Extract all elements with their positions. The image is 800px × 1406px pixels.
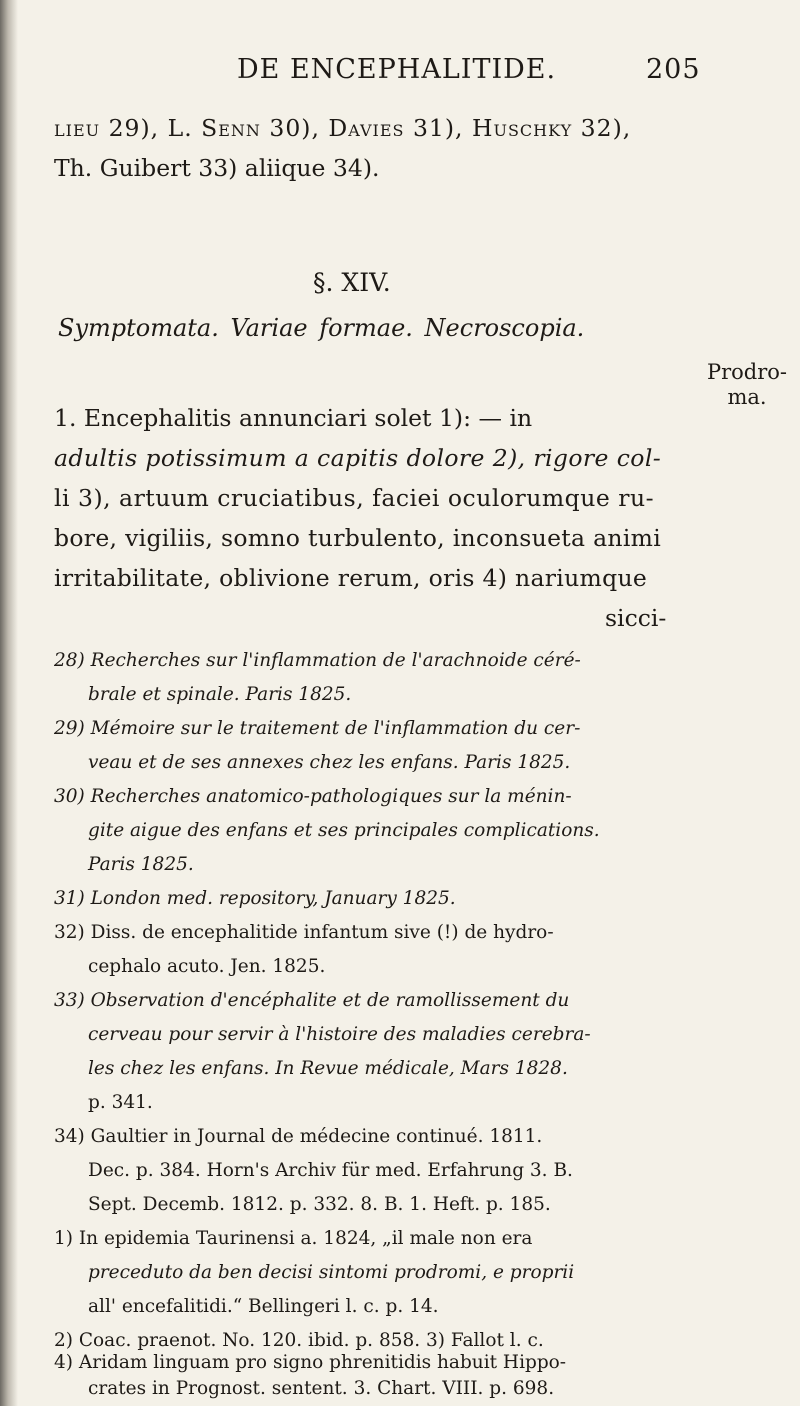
footnote-4-cont: crates in Prognost. sentent. 3. Chart. VIII. p. 698. bbox=[88, 1378, 555, 1399]
paragraph-line: adultis potissimum a capitis dolore 2), rigore col- bbox=[54, 444, 662, 472]
paragraph-line: 1. Encephalitis annunciari solet 1): — in bbox=[54, 404, 533, 432]
footnote-33-cont: les chez les enfans. In Revue médicale, Mars 1828. bbox=[88, 1058, 568, 1079]
footnote-32-cont: cephalo acuto. Jen. 1825. bbox=[88, 956, 326, 977]
footnote-1-cont: all' encefalitidi.“ Bellingeri l. c. p. 14. bbox=[88, 1296, 439, 1317]
paragraph-line: bore, vigiliis, somno turbulento, inconsueta animi bbox=[54, 524, 662, 552]
margin-note-line: Prodro- bbox=[706, 360, 788, 384]
footnote-1-cont: preceduto da ben decisi sintomi prodromi, e proprii bbox=[88, 1262, 575, 1283]
footnote-33-cont: cerveau pour servir à l'histoire des maladies cerebra- bbox=[88, 1024, 591, 1045]
running-title: DE ENCEPHALITIDE. bbox=[237, 54, 557, 85]
footnote-34-cont: Sept. Decemb. 1812. p. 332. 8. B. 1. Heft. p. 185. bbox=[88, 1194, 551, 1215]
page-number: 205 bbox=[646, 54, 701, 85]
binding-gutter bbox=[0, 0, 18, 1406]
section-heading: §. XIV. bbox=[313, 268, 391, 297]
footnote-31: 31) London med. repository, January 1825. bbox=[54, 888, 456, 909]
footnote-30-cont: gite aigue des enfans et ses principales complications. bbox=[88, 820, 600, 841]
footnote-34-cont: Dec. p. 384. Horn's Archiv für med. Erfahrung 3. B. bbox=[88, 1160, 573, 1181]
footnote-33-cont: p. 341. bbox=[88, 1092, 153, 1113]
margin-note-line: ma. bbox=[727, 385, 767, 409]
running-head bbox=[0, 54, 800, 94]
footnote-1: 1) In epidemia Taurinensi a. 1824, „il male non era bbox=[54, 1228, 533, 1249]
footnote-30-cont: Paris 1825. bbox=[88, 854, 194, 875]
footnote-29: 29) Mémoire sur le traitement de l'inflammation du cer- bbox=[54, 718, 581, 739]
paragraph-line: irritabilitate, oblivione rerum, oris 4) nariumque bbox=[54, 564, 648, 592]
section-subtitle: Symptomata. Variae formae. Necroscopia. bbox=[58, 314, 585, 342]
paragraph-line: li 3), artuum cruciatibus, faciei oculorumque ru- bbox=[54, 484, 655, 512]
footnote-28-cont: brale et spinale. Paris 1825. bbox=[88, 684, 352, 705]
main-line: Th. Guibert 33) aliique 34). bbox=[54, 154, 380, 182]
footnote-30: 30) Recherches anatomico-pathologiques sur la ménin- bbox=[54, 786, 572, 807]
margin-note bbox=[702, 360, 792, 410]
footnote-4: 4) Aridam linguam pro signo phrenitidis habuit Hippo- bbox=[54, 1352, 567, 1373]
footnote-33: 33) Observation d'encéphalite et de ramollissement du bbox=[54, 990, 570, 1011]
footnote-29-cont: veau et de ses annexes chez les enfans. Paris 1825. bbox=[88, 752, 571, 773]
footnote-34: 34) Gaultier in Journal de médecine continué. 1811. bbox=[54, 1126, 543, 1147]
catchword: sicci- bbox=[605, 604, 667, 632]
footnote-32: 32) Diss. de encephalitide infantum sive (!) de hydro- bbox=[54, 922, 554, 943]
footnote-2-3: 2) Coac. praenot. No. 120. ibid. p. 858. 3) Fallot l. c. bbox=[54, 1330, 544, 1351]
footnote-28: 28) Recherches sur l'inflammation de l'arachnoide céré- bbox=[54, 650, 581, 671]
main-line: lieu 29), L. Senn 30), Davies 31), Huschky 32), bbox=[54, 114, 632, 142]
